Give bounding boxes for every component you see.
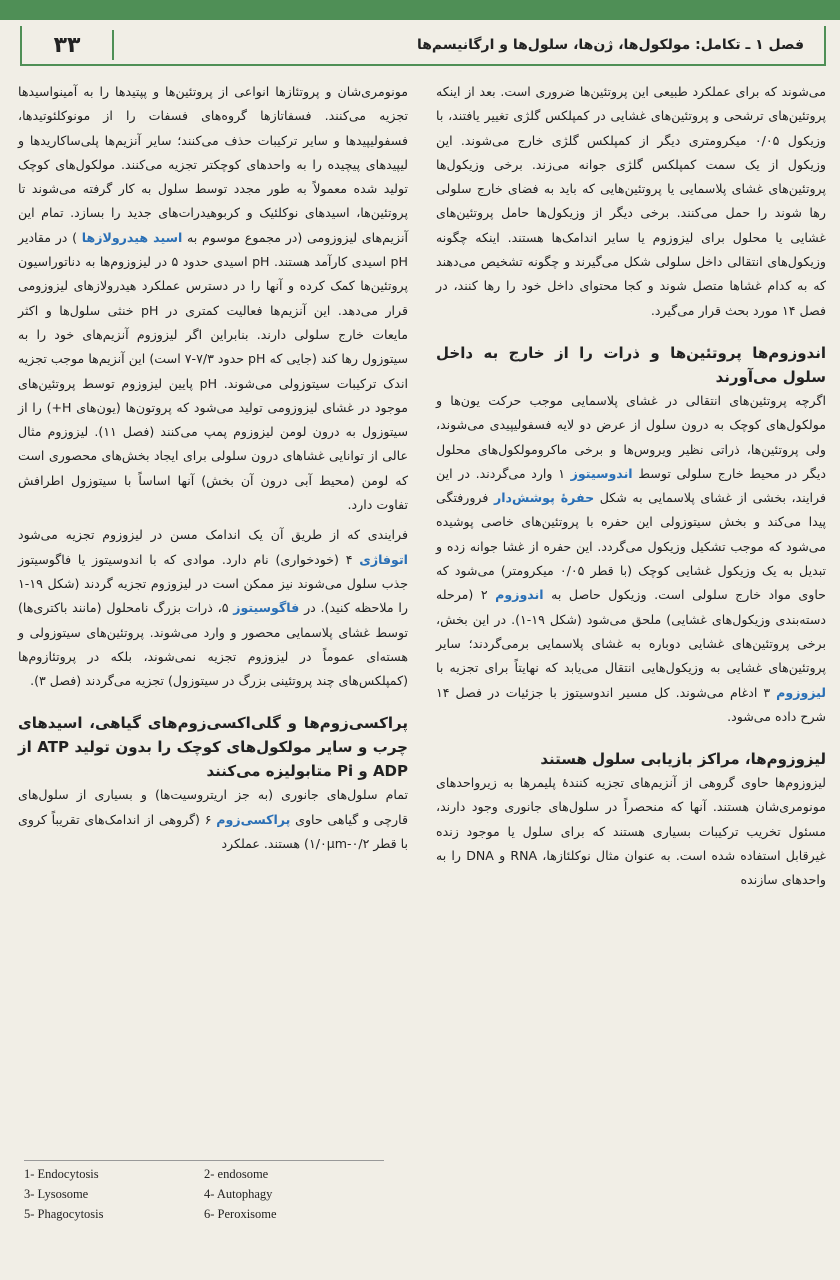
section-heading-peroxisomes: پراکسی‌زوم‌ها و گلی‌اکسی‌زوم‌های گیاهی، اسیدهای چرب و سایر مولکول‌های کوچک را بدون تولید ATP از ADP و Pi متابولیزه می‌کنند <box>18 714 408 781</box>
right-column <box>436 80 826 893</box>
footnote: 2- endosome <box>204 1167 269 1181</box>
footnote: 3- Lysosome <box>24 1187 89 1201</box>
text-run: فرورفتگی پیدا می‌کند و بخش سیتوزولی این حفره با پروتئین‌های خاصی پوشیده می‌شود که موجب تشکیل وزیکول می‌گردد. این حفره از غشا جوانه زده و تبدیل به یک وزیکول غشایی کوچک (با قطر ۰/۰۵ میکرومتر) می‌شود که حاوی مواد خارج سلولی است. وزیکول حاصل به <box>436 490 827 603</box>
text-run: فرایندی که از طریق آن یک اندامک مسن در لیزوزوم تجزیه می‌شود <box>18 527 408 543</box>
text-run: ) در مقادیر pH اسیدی کارآمد هستند. pH اسیدی حدود ۵ در لیزوزوم‌ها به دناتوراسیون پروتئین‌ها کمک کرده و آنها را در دسترس عملکرد هیدرولازهای لیزوزومی قرار می‌دهد. این آنزیم‌ها فعالیت کمتری در pH خنثی سلول‌ها و اکثر مایعات خارج سلولی دارند. بنابراین اگر لیزوزوم آنزیم‌های خود را به سیتوزول رها کند (جایی که pH حدود ۷/۳-۷ است) این آنزیم‌ها موجب تجزیه اندک ترکیبات سیتوزولی می‌شوند. pH پایین لیزوزوم توسط پروتئین‌های موجود در غشای لیزوزومی تولید می‌شود که پروتون‌ها (یون‌های H+) را از سیتوزول به درون لومن لیزوزوم پمپ می‌کنند (فصل ۱۱). لیزوزوم مثال عالی از توانایی غشاهای درون سلولی برای ایجاد بخش‌های محصوری است که لومن (محیط آبی درون آن بخش) آنها اساساً با سیتوزول اطرافش تفاوت دارد. <box>18 229 409 513</box>
text-run: ۵، ذرات بزرگ نامحلول (مانند باکتری‌ها) توسط غشای پلاسمایی محصور و وارد می‌شوند. پروتئین‌های سیتوزولی و هسته‌ای عموماً در لیزوزوم تجزیه نمی‌شوند، بلکه در پروتئازوم‌ها (کمپلکس‌های چند پروتئینی بزرگ در سیتوزول) تجزیه می‌گردند (فصل ۳). <box>18 600 408 689</box>
running-header <box>20 26 826 66</box>
chapter-title: فصل ۱ ـ تکامل: مولکول‌ها، ژن‌ها، سلول‌ها و ارگانیسم‌ها <box>416 37 804 53</box>
page-number: ۳۳ <box>53 32 81 58</box>
text-run: تمام سلول‌های جانوری (به جز اریتروسیت‌ها) و بسیاری از سلول‌های قارچی و گیاهی حاوی <box>18 787 408 827</box>
term-acid-hydrolases: اسید هیدرولازها <box>81 229 183 245</box>
footnote: 4- Autophagy <box>204 1187 273 1201</box>
text-run: ۲ (مرحله دسته‌بندی وزیکول‌های غشایی) ملحق می‌شود (شکل ۱۹-۱). در این بخش، برخی پروتئین‌های غشایی دوباره به غشای پلاسمایی برمی‌گردند؛ سایر پروتئین‌های غشایی به وزیکول‌هایی انتقال می‌یابد که نهایتاً برای تجزیه با <box>436 587 827 676</box>
paragraph <box>18 523 408 693</box>
term-coated-pit: حفرهٔ پوشش‌دار <box>493 490 595 506</box>
section-gap <box>436 729 826 747</box>
text-run: اگرچه پروتئین‌های انتقالی در غشای پلاسمایی موجب حرکت یون‌ها و مولکول‌های کوچک به درون سلول از عرض دو لایه فسفولیپیدی می‌شوند، ولی پروتئین‌ها، ذراتی نظیر ویروس‌ها و برخی ماکرومولکول‌های محلول دیگر در محیط خارج سلولی توسط <box>436 392 826 481</box>
term-phagocytosis: فاگوسیتوز <box>233 600 300 616</box>
term-peroxisome: پراکسی‌زوم <box>216 811 291 827</box>
paragraph <box>18 783 408 856</box>
term-lysosome: لیزوزوم <box>776 684 826 700</box>
text-run: ۴ (خودخواری) نام دارد. موادی که با اندوسیتوز یا فاگوسیتوز جذب سلول می‌شوند نیز ممکن است در لیزوزوم تجزیه گردند (شکل ۱۹-۱ را ملاحظه کنید). در <box>18 551 408 616</box>
footnote: 5- Phagocytosis <box>24 1207 104 1221</box>
paragraph <box>18 80 408 517</box>
footnote: 1- Endocytosis <box>24 1167 99 1181</box>
paragraph: می‌شوند که برای عملکرد طبیعی این پروتئین‌ها ضروری است. بعد از اینکه پروتئین‌های ترشحی و پروتئین‌های غشایی در کمپلکس گلژی تغییر یافتند، با وزیکول ۰/۰۵ میکرومتری دیگر از کمپلکس گلژی خارج می‌شوند. این وزیکول از یک سمت کمپلکس گلژی جوانه می‌زند. برخی وزیکول‌ها پروتئین‌های غشای پلاسمایی یا پروتئین‌هایی که باید به فضای خارج سلولی رها شوند را حمل می‌کنند. برخی دیگر از وزیکول‌ها حامل پروتئین‌های غشایی یا محلول برای لیزوزوم یا سایر اندامک‌ها هستند. اینکه چگونه وزیکول‌های انتقالی داخل سلولی شکل می‌گیرند و چگونه تشخیص می‌دهند که به کدام غشاها متصل شوند و کجا محتوای داخل خود را رها کنند، در فصل ۱۴ مورد بحث قرار می‌گیرد. <box>436 84 826 318</box>
text-run: ۱ وارد می‌گردند. در این فرایند، بخشی از غشای پلاسمایی به شکل <box>436 465 826 506</box>
paragraph <box>436 389 826 729</box>
text-run: ۳ ادغام می‌شوند. کل مسیر اندوسیتوز با جزئیات در فصل ۱۴ شرح داده می‌شود. <box>436 684 826 724</box>
section-heading-lysosomes: لیزوزوم‌ها، مراکز بازیابی سلول هستند <box>540 750 826 769</box>
term-autophagy: اتوفاژی <box>359 551 408 567</box>
left-column <box>18 80 408 856</box>
top-color-band <box>0 0 840 20</box>
section-gap <box>436 323 826 341</box>
paragraph: لیزوزوم‌ها حاوی گروهی از آنزیم‌های تجزیه کنندهٔ پلیمرها به زیرواحدهای مونومری‌شان هستند. آنها که منحصراً در سلول‌های جانوری وجود دارند، مسئول تخریب ترکیبات بسیاری هستند که برای سلول یا موجود زنده غیرقابل استفاده شده است. به عنوان مثال نوکلئازها، RNA و DNA را به واحدهای سازنده <box>436 775 826 888</box>
section-heading-endosomes: اندوزوم‌ها پروتئین‌ها و ذرات را از خارج به داخل سلول می‌آورند <box>436 343 826 386</box>
term-endosome: اندوزوم <box>495 587 544 603</box>
text-run: ۶ (گروهی از اندامک‌های تقریباً کروی با قطر ۰/۲-۱/۰μm) هستند. عملکرد <box>18 811 408 852</box>
term-endocytosis: اندوسیتوز <box>570 465 633 481</box>
text-run: مونومری‌شان و پروتئازها انواعی از پروتئین‌ها و پپتیدها را به آمینواسیدها تجزیه می‌کنند. فسفاتازها گروه‌های فسفات را از مونوکلئوتیدها، فسفولیپیدها و سایر ترکیبات حذف می‌کنند؛ سایر آنزیم‌ها پلی‌ساکاریدها و لیپیدهای پیچیده را به واحدهای کوچکتر تجزیه می‌کنند. مولکول‌های کوچک تولید شده معمولاً به طور مجدد توسط سلول به کار گرفته می‌شوند تا پروتئین‌ها، اسیدهای نوکلئیک و کربوهیدرات‌های جدید را بسازد. تمام این آنزیم‌های لیزوزومی (در مجموع موسوم به <box>18 84 408 245</box>
footnotes <box>24 1160 384 1224</box>
footnote: 6- Peroxisome <box>204 1207 277 1221</box>
section-gap <box>18 693 408 711</box>
